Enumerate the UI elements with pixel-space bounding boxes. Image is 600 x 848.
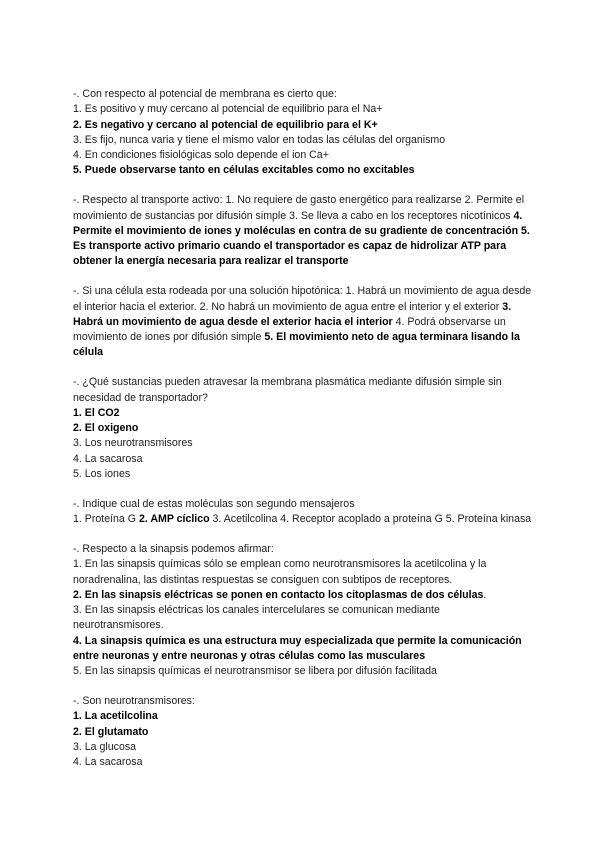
option-4: 4. La sacarosa — [73, 452, 143, 465]
option-1: 1. Proteína G — [73, 513, 139, 526]
option-2-period: . — [483, 588, 487, 601]
option-2-correct: 2. El oxigeno — [73, 422, 139, 435]
option-3: 3. En las sinapsis eléctricas los canales intercelulares se comunican mediante neurotransmisores. — [73, 604, 440, 632]
option-4: 4. La sacarosa — [73, 756, 143, 769]
option-4-correct: 4. La sinapsis química es una estructura muy especializada que permite la comunicación entre neuronas y entre neuronas y otras células como las musculares — [73, 634, 522, 662]
question-text: -. Respecto a la sinapsis podemos afirmar: — [73, 542, 274, 555]
question-text: -. Respecto al transporte activo: 1. No requiere de gasto energético para realizarse 2. Permite el movimiento de sustancias por difusión simple 3. Se lleva a cabo en los receptores nicotínicos — [73, 194, 525, 222]
option-5-correct: 5. Puede observarse tanto en células excitables como no excitables — [73, 164, 415, 177]
question-text: -. Si una célula esta rodeada por una solución hipotónica: 1. Habrá un movimiento de agua desde el interior hacia el exterior. 2. No habrá un movimiento de agua entre el interior y el exterior — [73, 285, 532, 313]
option-4: 4. En condiciones fisiológicas solo depende el ion Ca+ — [73, 149, 329, 162]
question-5 — [73, 497, 533, 528]
question-1 — [73, 87, 533, 179]
options-rest: 3. Acetilcolina 4. Receptor acoplado a proteína G 5. Proteína kinasa — [209, 513, 532, 526]
option-1-correct: 1. El CO2 — [73, 406, 120, 419]
document-page — [73, 87, 533, 785]
option-2-line — [73, 588, 533, 603]
option-4: 4. Podrá observarse un movimiento de iones por difusión simple — [73, 315, 506, 344]
question-7 — [73, 694, 533, 770]
option-3: 3. Los neurotransmisores — [73, 437, 193, 450]
options-line — [73, 512, 533, 527]
option-1: 1. En las sinapsis químicas sólo se emplean como neurotransmisores la acetilcolina y la noradrenalina, las distintas respuestas se consiguen con subtipos de receptores. — [73, 558, 487, 586]
option-3: 3. Es fijo, nunca varia y tiene el mismo valor en todas las células del organismo — [73, 133, 446, 146]
question-text: -. ¿Qué sustancias pueden atravesar la membrana plasmática mediante difusión simple sin necesidad de transportador? — [73, 376, 502, 404]
question-text: -. Con respecto al potencial de membrana es cierto que: — [73, 88, 337, 100]
option-1-correct: 1. La acetilcolina — [73, 710, 158, 723]
question-3 — [73, 284, 533, 360]
question-text: -. Indique cual de estas moléculas son segundo mensajeros — [73, 497, 355, 510]
option-2-correct: 2. AMP cíclico — [138, 513, 210, 526]
option-3-correct: 3. Habrá un movimiento de agua desde el exterior hacia el interior — [73, 300, 512, 328]
option-1: 1. Es positivo y muy cercano al potencial de equilibrio para el Na+ — [73, 103, 383, 116]
question-2 — [73, 193, 533, 269]
option-2-correct: 2. En las sinapsis eléctricas se ponen en contacto los citoplasmas de dos células — [73, 588, 484, 601]
option-5: 5. En las sinapsis químicas el neurotransmisor se libera por difusión facilitada — [73, 665, 437, 678]
question-6 — [73, 542, 533, 680]
correct-options: 4. Permite el movimiento de iones y moléculas en contra de su gradiente de concentración 5. Es transporte activo primario cuando el transportador es capaz de hidrolizar ATP para obtener la energía necesaria para realizar el transporte — [73, 209, 530, 268]
option-3: 3. La glucosa — [73, 740, 137, 753]
option-2-correct: 2. El glutamato — [73, 725, 149, 738]
question-4 — [73, 375, 533, 482]
option-2-correct: 2. Es negativo y cercano al potencial de equilibrio para el K+ — [73, 118, 378, 131]
option-5-correct: 5. El movimiento neto de agua terminara lisando la célula — [73, 331, 520, 359]
option-5: 5. Los iones — [73, 468, 131, 481]
question-text: -. Son neurotransmisores: — [73, 695, 195, 708]
